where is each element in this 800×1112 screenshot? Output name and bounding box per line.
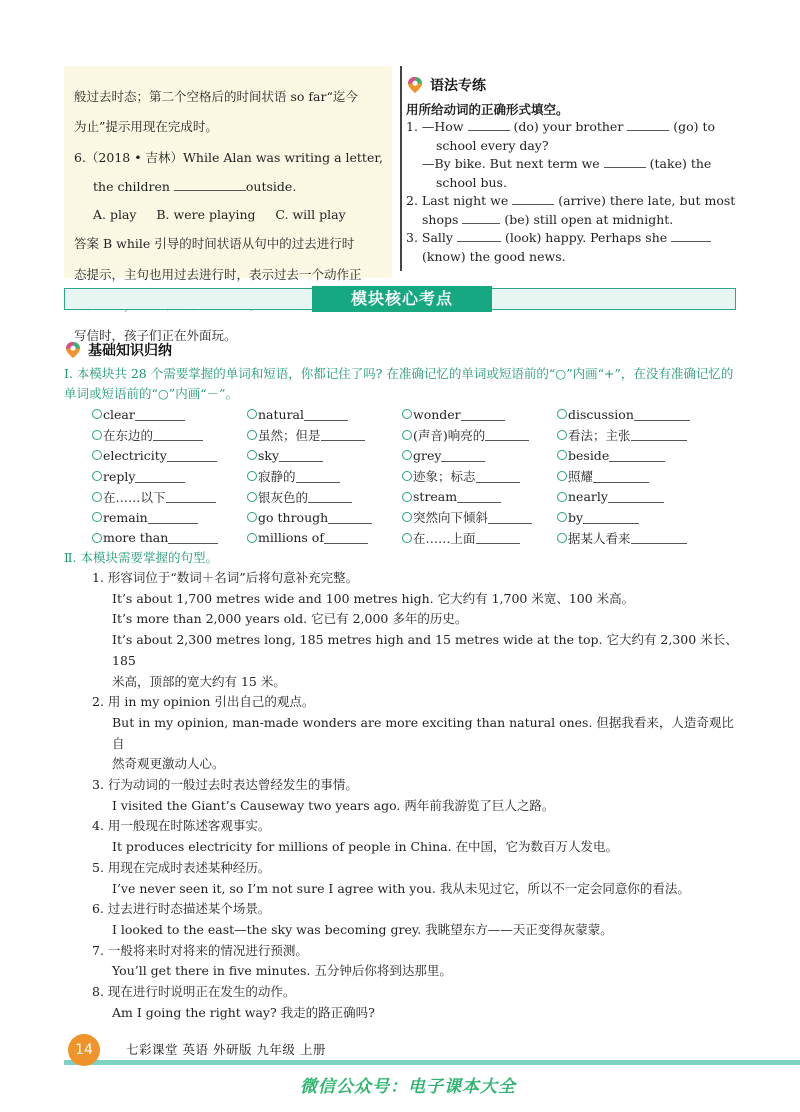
example-sentence: But in my opinion, man-made wonders are more exciting than natural ones. 但据我看来，人造奇观比自: [112, 714, 734, 751]
vocab-item: [402, 448, 557, 463]
fill-blank[interactable]: [627, 118, 669, 131]
answer-line[interactable]: [321, 428, 365, 441]
question-line: [406, 155, 742, 174]
vocab-row: [92, 404, 732, 425]
mark-circle[interactable]: [92, 512, 102, 522]
example-sentence: I’ve never seen it, so I’m not sure I agree with you. 我从未见过它，所以不一定会同意你的看法。: [112, 880, 690, 896]
answer-line: 6.（2018 • 吉林）While Alan was writing a letter,: [74, 149, 383, 165]
book-info: 七彩课堂 英语 外研版 九年级 上册: [126, 1042, 326, 1057]
part2-heading: Ⅱ. 本模块需要掌握的句型。: [64, 550, 218, 565]
mark-circle[interactable]: [557, 533, 567, 543]
mark-circle[interactable]: [402, 430, 412, 440]
pattern-heading: 8. 现在进行时说明正在发生的动作。: [92, 984, 296, 1000]
pattern-heading: 4. 用一般现在时陈述客观事实。: [92, 818, 271, 834]
vocab-word: clear: [103, 406, 135, 422]
vocab-word: 在……以下: [103, 489, 166, 505]
mark-circle[interactable]: [247, 409, 257, 419]
mark-circle[interactable]: [92, 409, 102, 419]
answer-fragment: outside.: [245, 179, 297, 194]
answer-line[interactable]: [631, 531, 687, 544]
vocab-row: [92, 486, 732, 507]
location-pin-icon: [64, 341, 82, 359]
column-divider: [400, 66, 402, 271]
answer-text: [74, 74, 392, 356]
question-line: [406, 229, 742, 248]
answer-line[interactable]: [148, 511, 198, 524]
mark-circle[interactable]: [92, 450, 102, 460]
grammar-title: 语法专练: [430, 78, 486, 94]
answer-line[interactable]: [476, 470, 520, 483]
mark-circle[interactable]: [247, 512, 257, 522]
vocab-item: [247, 407, 402, 422]
example-sentence: I visited the Giant’s Causeway two years ago. 两年前我游览了巨人之路。: [112, 797, 555, 813]
vocab-word: 虽然；但是: [258, 427, 321, 443]
answer-line[interactable]: [296, 470, 340, 483]
vocab-word: by: [568, 509, 584, 525]
answer-line[interactable]: [168, 531, 218, 544]
answer-options: [74, 207, 392, 222]
question-line: school every day?: [436, 137, 549, 153]
answer-line[interactable]: [488, 511, 532, 524]
pattern-heading: 5. 用现在完成时表述某种经历。: [92, 859, 271, 875]
answer-line[interactable]: [328, 511, 372, 524]
vocab-word: sky: [258, 447, 280, 463]
mark-circle[interactable]: [402, 409, 412, 419]
mark-circle[interactable]: [557, 512, 567, 522]
q-text: 1. —How: [406, 119, 464, 134]
example-sentence: You’ll get there in five minutes. 五分钟后你将到达那里。: [112, 963, 452, 979]
sentence-patterns: [92, 568, 742, 1023]
vocab-item: [402, 489, 557, 504]
footer-rule: [64, 1060, 800, 1065]
vocab-word: 迹象；标志: [413, 469, 476, 485]
q-text: —By bike. But next term we: [422, 156, 600, 171]
q-text: 2. Last night we: [406, 193, 509, 208]
answer-line[interactable]: [167, 449, 217, 462]
vocab-item: [557, 407, 712, 422]
mark-circle[interactable]: [557, 450, 567, 460]
vocab-item: [92, 426, 247, 444]
question-line: [406, 211, 742, 230]
vocab-row: [92, 425, 732, 446]
q-text: (do) your brother: [513, 119, 624, 134]
example-sentence: I looked to the east—the sky was becoming grey. 我眺望东方——天正变得灰蒙蒙。: [112, 921, 613, 937]
q-text: (go) to: [673, 119, 716, 134]
vocab-grid: [92, 404, 732, 548]
pattern-heading: 6. 过去进行时态描述某个场景。: [92, 901, 271, 917]
question-line: [406, 118, 742, 137]
vocab-item: [557, 448, 712, 463]
answer-line[interactable]: [593, 470, 649, 483]
vocab-word: 在……上面: [413, 530, 476, 546]
mark-circle[interactable]: [402, 512, 412, 522]
vocab-word: go through: [258, 509, 329, 525]
mark-circle[interactable]: [92, 492, 102, 502]
answer-line: 为止”提示用现在完成时。: [74, 119, 218, 134]
mark-circle[interactable]: [402, 492, 412, 502]
vocab-word: 照耀: [568, 469, 594, 485]
vocab-word: stream: [413, 489, 458, 505]
answer-line[interactable]: [608, 490, 664, 503]
vocab-word: grey: [413, 447, 442, 463]
fill-blank[interactable]: [512, 192, 554, 205]
mark-circle[interactable]: [92, 471, 102, 481]
vocab-item: [247, 448, 402, 463]
mark-circle[interactable]: [92, 533, 102, 543]
q-text: (arrive) there late, but most: [558, 193, 736, 208]
vocab-item: [557, 529, 712, 547]
answer-line[interactable]: [308, 490, 352, 503]
vocab-item: [247, 510, 402, 525]
q-text: 3. Sally: [406, 230, 453, 245]
vocab-item: [92, 510, 247, 525]
vocab-item: [402, 529, 557, 547]
page-number: 14: [68, 1034, 100, 1066]
vocab-word: (声音)响亮的: [413, 427, 486, 443]
answer-line[interactable]: [461, 408, 505, 421]
option-c: C. will play: [275, 206, 346, 222]
fill-blank[interactable]: [671, 229, 711, 242]
example-sentence: 然奇观更激动人心。: [112, 756, 225, 772]
vocab-word: more than: [103, 530, 169, 546]
question-line: (know) the good news.: [422, 248, 566, 264]
mark-circle[interactable]: [402, 450, 412, 460]
mark-circle[interactable]: [557, 430, 567, 440]
answer-line: [74, 178, 392, 194]
pattern-heading: 3. 行为动词的一般过去时表达曾经发生的事情。: [92, 777, 358, 793]
mark-circle[interactable]: [92, 430, 102, 440]
option-a: A. play: [93, 206, 137, 222]
vocab-item: [92, 530, 247, 545]
vocab-word: 在东边的: [103, 427, 154, 443]
mark-circle[interactable]: [557, 492, 567, 502]
answer-line[interactable]: [153, 428, 203, 441]
answer-line[interactable]: [457, 490, 501, 503]
vocab-item: [92, 469, 247, 484]
vocab-item: [557, 426, 712, 444]
pattern-heading: 2. 用 in my opinion 引出自己的观点。: [92, 694, 315, 710]
answer-line[interactable]: [304, 408, 348, 421]
answer-line: 答案 B while 引导的时间状语从句中的过去进行时: [74, 236, 355, 251]
vocab-word: 看法；主张: [568, 427, 631, 443]
vocab-item: [92, 448, 247, 463]
answer-line[interactable]: [631, 428, 687, 441]
question-line: school bus.: [436, 174, 507, 190]
q-text: (look) happy. Perhaps she: [504, 230, 668, 245]
vocab-word: natural: [258, 406, 305, 422]
example-sentence: It’s more than 2,000 years old. 它已有 2,000 多年的历史。: [112, 611, 468, 627]
vocab-item: [247, 488, 402, 506]
vocab-row: [92, 528, 732, 549]
basics-title: 基础知识归纳: [88, 343, 172, 359]
vocab-item: [402, 508, 557, 526]
section-title: 模块核心考点: [312, 286, 492, 312]
answer-line: 般过去时态；第二个空格后的时间状语 so far“迄今: [74, 88, 358, 104]
vocab-item: [557, 489, 712, 504]
answer-line[interactable]: [485, 428, 529, 441]
answer-line[interactable]: [166, 490, 216, 503]
vocab-item: [402, 426, 557, 444]
answer-line[interactable]: [476, 531, 520, 544]
vocab-word: 突然向下倾斜: [413, 510, 489, 526]
mark-circle[interactable]: [557, 471, 567, 481]
vocab-item: [247, 530, 402, 545]
vocab-word: beside: [568, 447, 610, 463]
example-sentence: It produces electricity for millions of people in China. 在中国，它为数百万人发电。: [112, 839, 619, 855]
grammar-practice: [406, 74, 742, 266]
vocab-word: 据某人看来: [568, 530, 631, 546]
vocab-item: [402, 407, 557, 422]
answer-line[interactable]: [609, 449, 665, 462]
q-text: (be) still open at midnight.: [504, 211, 674, 227]
vocab-item: [247, 467, 402, 485]
part1-instruction: Ⅰ. 本模块共 28 个需要掌握的单词和短语，你都记住了吗? 在准确记忆的单词或短语前的“○”内画“+”，在没有准确记忆的单词或短语前的“○”内画“－”。: [64, 366, 734, 401]
vocab-word: nearly: [568, 489, 608, 505]
grammar-instruction: 用所给动词的正确形式填空。: [406, 102, 569, 117]
vocab-row: [92, 507, 732, 528]
example-sentence: 米高，顶部的宽大约有 15 米。: [112, 673, 286, 689]
q-text: (take) the: [649, 156, 712, 171]
fill-blank[interactable]: [457, 229, 501, 242]
mark-circle[interactable]: [402, 533, 412, 543]
pattern-heading: 7. 一般将来时对将来的情况进行预测。: [92, 942, 308, 958]
question-line: [406, 192, 742, 211]
answer-line[interactable]: [441, 449, 485, 462]
vocab-word: electricity: [103, 447, 167, 463]
q-text: shops: [422, 211, 459, 227]
fill-blank[interactable]: [604, 155, 646, 168]
mark-circle[interactable]: [247, 471, 257, 481]
vocab-item: [92, 488, 247, 506]
example-sentence: It’s about 1,700 metres wide and 100 metres high. 它大约有 1,700 米宽、100 米高。: [112, 590, 635, 606]
vocab-word: reply: [103, 468, 136, 484]
vocab-item: [247, 426, 402, 444]
answer-line[interactable]: [634, 408, 690, 421]
vocab-word: wonder: [413, 406, 461, 422]
vocab-item: [402, 467, 557, 485]
fill-blank[interactable]: [468, 118, 510, 131]
fill-blank[interactable]: [174, 178, 246, 191]
mark-circle[interactable]: [247, 450, 257, 460]
grammar-title-row: [406, 74, 742, 96]
answer-line: 态提示，主句也用过去进行时，表示过去一个动作正: [74, 266, 362, 282]
mark-circle[interactable]: [402, 471, 412, 481]
answer-line[interactable]: [324, 531, 368, 544]
answer-line[interactable]: [583, 511, 639, 524]
vocab-row: [92, 445, 732, 466]
vocab-word: millions of: [258, 530, 324, 546]
vocab-item: [92, 407, 247, 422]
basics-title-row: [64, 340, 172, 360]
answer-fragment: the children: [93, 179, 170, 194]
mark-circle[interactable]: [557, 409, 567, 419]
mark-circle[interactable]: [247, 430, 257, 440]
answer-line: 写信时，孩子们正在外面玩。: [74, 327, 237, 343]
vocab-word: discussion: [568, 406, 634, 422]
mark-circle[interactable]: [247, 492, 257, 502]
location-pin-icon: [406, 76, 424, 94]
vocab-word: 寂静的: [258, 469, 296, 485]
fill-blank[interactable]: [462, 211, 500, 224]
vocab-item: [557, 510, 712, 525]
wechat-watermark: 微信公众号：电子课本大全: [300, 1077, 516, 1097]
vocab-row: [92, 466, 732, 487]
mark-circle[interactable]: [247, 533, 257, 543]
answer-line[interactable]: [135, 470, 185, 483]
vocab-word: remain: [103, 509, 148, 525]
answer-line[interactable]: [135, 408, 185, 421]
example-sentence: Am I going the right way? 我走的路正确吗?: [112, 1004, 375, 1020]
option-b: B. were playing: [156, 206, 256, 222]
vocab-word: 银灰色的: [258, 489, 309, 505]
example-sentence: It’s about 2,300 metres long, 185 metres high and 15 metres wide at the top. 它大约有 2,300 米长、185: [112, 632, 738, 668]
vocab-item: [557, 467, 712, 485]
answer-line[interactable]: [279, 449, 323, 462]
pattern-heading: 1. 形容词位于“数词＋名词”后将句意补充完整。: [92, 570, 359, 585]
